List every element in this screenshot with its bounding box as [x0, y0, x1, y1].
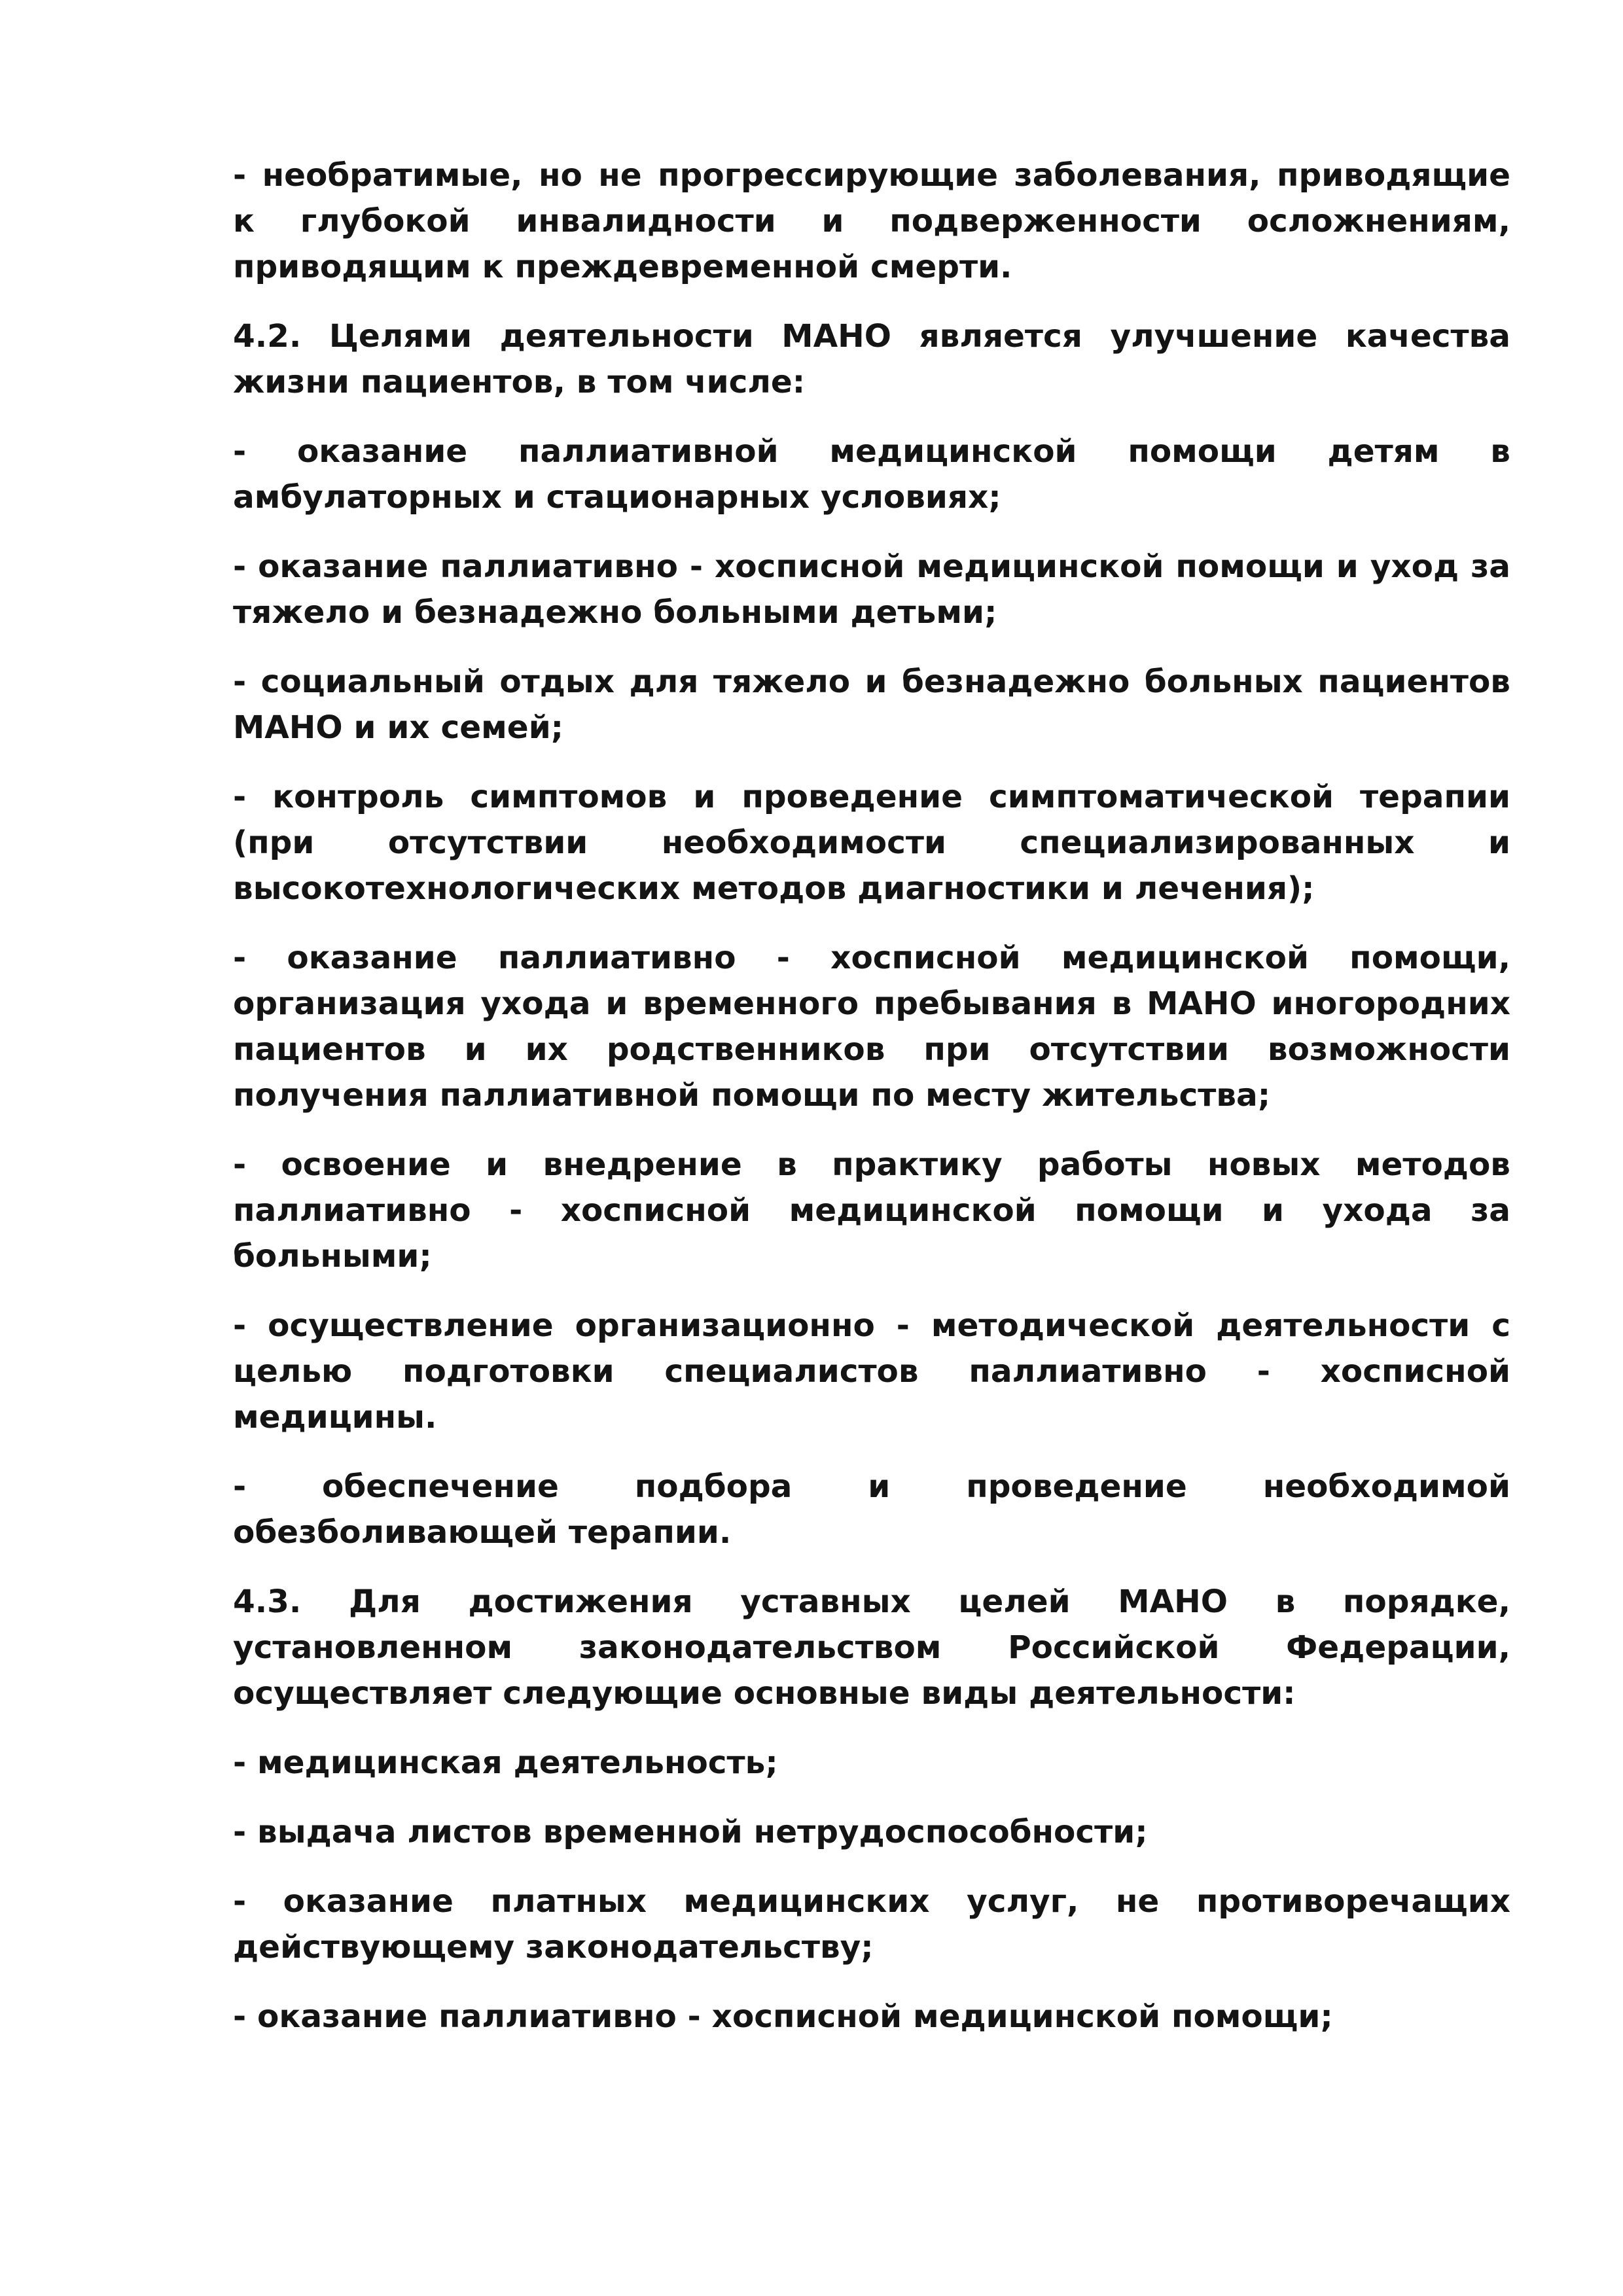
paragraph-pain-relief: - обеспечение подбора и проведение необходимой обезболивающей терапии.	[233, 1468, 1510, 1551]
paragraph-hospice-care: - оказание паллиативно - хосписной медицинской помощи и уход за тяжело и безнадежно больными детьми;	[233, 548, 1510, 631]
paragraph-palliative-care-children: - оказание паллиативной медицинской помощи детям в амбулаторных и стационарных условиях;	[233, 433, 1510, 516]
paragraph-section-4-3-activities: 4.3. Для достижения уставных целей МАНО в порядке, установленном законодательством Российской Федерации, осуществляет следующие основные виды деятельности:	[233, 1583, 1510, 1712]
paragraph-paid-services: - оказание платных медицинских услуг, не противоречащих действующему законодательству;	[233, 1883, 1510, 1966]
paragraph-symptom-control: - контроль симптомов и проведение симптоматической терапии (при отсутствии необходимости специализированных и высокотехнологических методов диагностики и лечения);	[233, 779, 1510, 907]
paragraph-medical-activity: - медицинская деятельность;	[233, 1744, 778, 1781]
paragraph-irreversible-diseases: - необратимые, но не прогрессирующие заболевания, приводящие к глубокой инвалидности и подверженности осложнениям, приводящим к преждевременной смерти.	[233, 157, 1510, 285]
paragraph-social-rest: - социальный отдых для тяжело и безнадежно больных пациентов МАНО и их семей;	[233, 663, 1510, 746]
paragraph-sick-leave: - выдача листов временной нетрудоспособности;	[233, 1814, 1148, 1850]
paragraph-hospice-medical-help: - оказание паллиативно - хосписной медицинской помощи;	[233, 1998, 1333, 2035]
document-body	[233, 152, 1510, 2040]
paragraph-methodical-activity: - осуществление организационно - методической деятельности с целью подготовки специалистов паллиативно - хосписной медицины.	[233, 1307, 1510, 1436]
paragraph-section-4-2-goals: 4.2. Целями деятельности МАНО является улучшение качества жизни пациентов, в том числе:	[233, 318, 1510, 400]
paragraph-new-methods: - освоение и внедрение в практику работы новых методов паллиативно - хосписной медицинской помощи и ухода за больными;	[233, 1146, 1510, 1275]
paragraph-nonresident-patients: - оказание паллиативно - хосписной медицинской помощи, организация ухода и временного пребывания в МАНО иногородних пациентов и их родственников при отсутствии возможности получения паллиативной помощи по месту жительства;	[233, 940, 1510, 1114]
